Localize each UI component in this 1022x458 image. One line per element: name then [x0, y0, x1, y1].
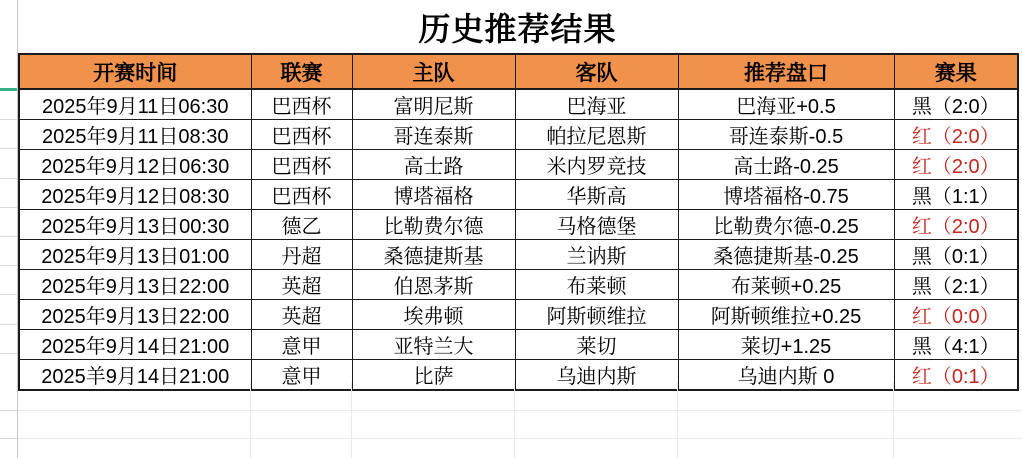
col-header-away-team[interactable]: 客队 — [515, 54, 678, 89]
cell-result[interactable]: 黑（2:1） — [894, 270, 1018, 300]
cell-league[interactable]: 英超 — [251, 300, 352, 330]
cell-league[interactable]: 意甲 — [251, 360, 352, 391]
grid-line — [893, 382, 894, 458]
results-table-body — [19, 89, 1018, 390]
cell-league[interactable]: 巴西杯 — [251, 89, 352, 120]
cell-league[interactable]: 英超 — [251, 270, 352, 300]
cell-result[interactable]: 红（0:0） — [894, 300, 1018, 330]
cell-start-time[interactable]: 2025年9月11日08:30 — [19, 120, 251, 150]
cell-league[interactable]: 巴西杯 — [251, 120, 352, 150]
cell-handicap[interactable]: 桑德捷斯基-0.25 — [678, 240, 894, 270]
table-row — [19, 210, 1018, 240]
results-table — [18, 53, 1019, 391]
cell-result[interactable]: 黑（0:1） — [894, 240, 1018, 270]
cell-away-team[interactable]: 华斯高 — [515, 180, 678, 210]
table-row — [19, 150, 1018, 180]
cell-start-time[interactable]: 2025年9月13日01:00 — [19, 240, 251, 270]
cell-handicap[interactable]: 莱切+1.25 — [678, 330, 894, 360]
grid-line — [0, 438, 17, 439]
table-row — [19, 270, 1018, 300]
col-header-league[interactable]: 联赛 — [251, 54, 352, 89]
cell-handicap[interactable]: 博塔福格-0.75 — [678, 180, 894, 210]
cell-away-team[interactable]: 乌迪内斯 — [515, 360, 678, 391]
col-header-start-time[interactable]: 开赛时间 — [19, 54, 251, 89]
cell-league[interactable]: 丹超 — [251, 240, 352, 270]
results-table-header — [19, 54, 1018, 89]
cell-start-time[interactable]: 2025年9月14日21:00 — [19, 330, 251, 360]
cell-start-time[interactable]: 2025年9月12日06:30 — [19, 150, 251, 180]
table-row — [19, 360, 1018, 391]
grid-line — [677, 382, 678, 458]
cell-start-time[interactable]: 2025年9月13日22:00 — [19, 300, 251, 330]
cell-result[interactable]: 黑（1:1） — [894, 180, 1018, 210]
cell-start-time[interactable]: 2025年9月13日22:00 — [19, 270, 251, 300]
cell-start-time[interactable]: 2025年9月12日08:30 — [19, 180, 251, 210]
cell-home-team[interactable]: 埃弗顿 — [352, 300, 515, 330]
cell-league[interactable]: 德乙 — [251, 210, 352, 240]
cell-home-team[interactable]: 桑德捷斯基 — [352, 240, 515, 270]
grid-line — [18, 410, 1022, 411]
cell-handicap[interactable]: 巴海亚+0.5 — [678, 89, 894, 120]
cell-away-team[interactable]: 兰讷斯 — [515, 240, 678, 270]
cell-start-time[interactable]: 2025年9月11日06:30 — [19, 89, 251, 120]
col-header-handicap[interactable]: 推荐盘口 — [678, 54, 894, 89]
grid-line — [514, 382, 515, 458]
table-row — [19, 180, 1018, 210]
grid-line — [0, 207, 17, 208]
cell-handicap[interactable]: 哥连泰斯-0.5 — [678, 120, 894, 150]
grid-line — [0, 324, 17, 325]
cell-home-team[interactable]: 博塔福格 — [352, 180, 515, 210]
cell-league[interactable]: 巴西杯 — [251, 180, 352, 210]
grid-line — [0, 236, 17, 237]
cell-home-team[interactable]: 伯恩茅斯 — [352, 270, 515, 300]
cell-home-team[interactable]: 哥连泰斯 — [352, 120, 515, 150]
cell-handicap[interactable]: 阿斯顿维拉+0.25 — [678, 300, 894, 330]
cell-home-team[interactable]: 比萨 — [352, 360, 515, 391]
grid-line — [0, 410, 17, 411]
cell-result[interactable]: 红（0:1） — [894, 360, 1018, 391]
grid-line — [250, 382, 251, 458]
col-header-result[interactable]: 赛果 — [894, 54, 1018, 89]
grid-line — [0, 178, 17, 179]
cell-away-team[interactable]: 莱切 — [515, 330, 678, 360]
grid-line — [0, 294, 17, 295]
cell-home-team[interactable]: 富明尼斯 — [352, 89, 515, 120]
header-row — [19, 54, 1018, 89]
grid-line — [18, 438, 1022, 439]
cell-away-team[interactable]: 布莱顿 — [515, 270, 678, 300]
grid-line — [0, 353, 17, 354]
grid-line — [0, 265, 17, 266]
table-row — [19, 120, 1018, 150]
cell-result[interactable]: 红（2:0） — [894, 150, 1018, 180]
cell-result[interactable]: 红（2:0） — [894, 120, 1018, 150]
cell-handicap[interactable]: 比勒费尔德-0.25 — [678, 210, 894, 240]
cell-handicap[interactable]: 乌迪内斯 0 — [678, 360, 894, 391]
cell-away-team[interactable]: 米内罗竞技 — [515, 150, 678, 180]
cell-start-time[interactable]: 2025羊9月14日21:00 — [19, 360, 251, 391]
grid-line — [351, 382, 352, 458]
table-row — [19, 89, 1018, 120]
cell-start-time[interactable]: 2025年9月13日00:30 — [19, 210, 251, 240]
cell-handicap[interactable]: 高士路-0.25 — [678, 150, 894, 180]
cell-result[interactable]: 黑（4:1） — [894, 330, 1018, 360]
cell-home-team[interactable]: 比勒费尔德 — [352, 210, 515, 240]
cell-result[interactable]: 黑（2:0） — [894, 89, 1018, 120]
table-row — [19, 240, 1018, 270]
cell-home-team[interactable]: 高士路 — [352, 150, 515, 180]
gutter-green-accent — [0, 88, 17, 91]
cell-league[interactable]: 意甲 — [251, 330, 352, 360]
cell-away-team[interactable]: 马格德堡 — [515, 210, 678, 240]
cell-handicap[interactable]: 布莱顿+0.25 — [678, 270, 894, 300]
col-header-home-team[interactable]: 主队 — [352, 54, 515, 89]
cell-away-team[interactable]: 阿斯顿维拉 — [515, 300, 678, 330]
cell-result[interactable]: 红（2:0） — [894, 210, 1018, 240]
table-row — [19, 330, 1018, 360]
page-title: 历史推荐结果 — [418, 11, 617, 47]
grid-line — [0, 119, 17, 120]
cell-away-team[interactable]: 帕拉尼恩斯 — [515, 120, 678, 150]
cell-home-team[interactable]: 亚特兰大 — [352, 330, 515, 360]
table-row — [19, 300, 1018, 330]
grid-line — [0, 148, 17, 149]
cell-league[interactable]: 巴西杯 — [251, 150, 352, 180]
cell-away-team[interactable]: 巴海亚 — [515, 89, 678, 120]
